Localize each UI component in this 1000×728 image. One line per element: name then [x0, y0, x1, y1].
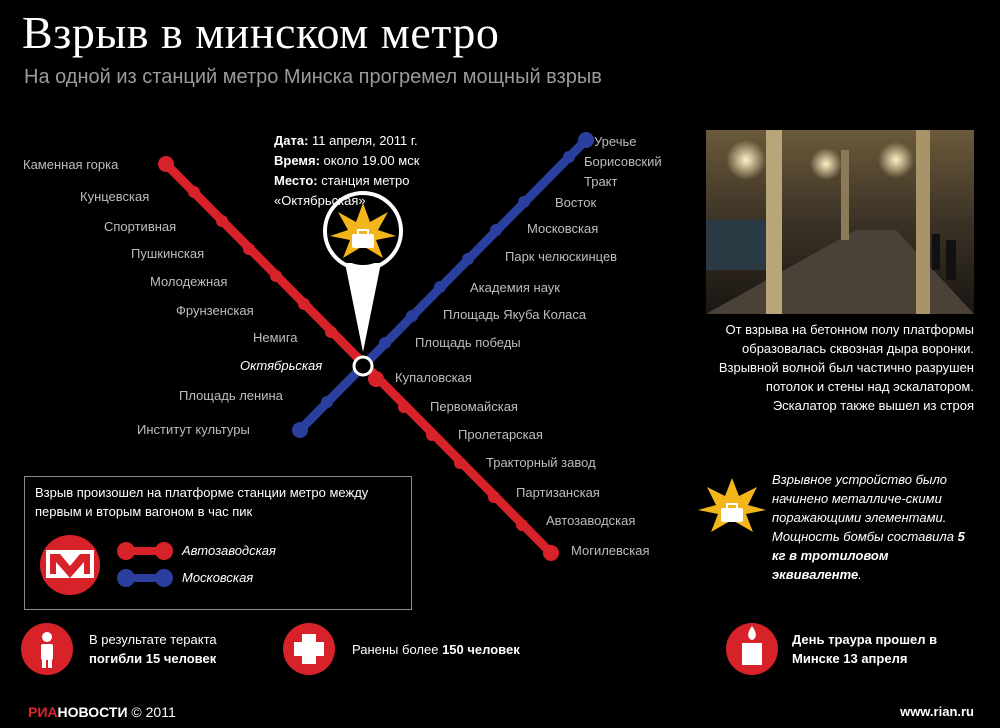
blue-station-dot — [406, 310, 418, 322]
mourning-fact — [792, 630, 937, 668]
red-station-dot — [516, 519, 528, 531]
red-station-label: Каменная горка — [23, 157, 119, 172]
blue-station-dot — [379, 337, 391, 349]
red-station-label: Тракторный завод — [486, 455, 596, 470]
red-station-label: Купаловская — [395, 370, 472, 385]
time-label: Время: — [274, 153, 320, 168]
red-station-dot — [454, 457, 466, 469]
red-station-dot — [243, 243, 255, 255]
blue-station-label: Московская — [527, 221, 599, 236]
legend-blue-label: Московская — [182, 570, 254, 585]
briefcase-icon — [352, 234, 374, 248]
red-station-dot — [398, 401, 410, 413]
explosion-marker — [325, 193, 401, 352]
killed-text-2: погибли 15 человек — [89, 651, 217, 666]
legend-red-label: Автозаводская — [182, 543, 276, 558]
mourning-text-1: День траура прошел в — [792, 632, 938, 647]
red-station-dot — [325, 326, 337, 338]
blue-station-label: Парк челюскинцев — [505, 249, 618, 264]
blue-station-label: Борисовский — [584, 154, 662, 169]
red-station-label: Кунцевская — [80, 189, 150, 204]
blue-station-label: Тракт — [584, 174, 618, 189]
red-station-label: Фрунзенская — [176, 303, 254, 318]
red-station-dot — [270, 270, 282, 282]
blue-station-dot — [321, 396, 333, 408]
interchange-node — [354, 357, 372, 375]
red-station-label: Спортивная — [104, 219, 177, 234]
red-station-dot — [488, 491, 500, 503]
blue-station-label: Площадь победы — [415, 335, 521, 350]
blue-station-dot — [578, 132, 594, 148]
medical-cross-icon — [283, 623, 335, 675]
logo-white: НОВОСТИ — [57, 704, 128, 720]
red-station-dot — [298, 298, 310, 310]
blue-station-label: Институт культуры — [137, 422, 250, 437]
event-info — [274, 131, 419, 211]
blue-station-label: Площадь Якуба Коласа — [443, 307, 587, 322]
bomb-text: Взрывное устройство было начинено металличе-скими поражающими элементами. Мощность бомбы составила — [772, 472, 958, 544]
damage-description: От взрыва на бетонном полу платформы образовалась сквозная дыра воронки. Взрывной волной был частично разрушен потолок и стены над эскалатором. Эскалатор также вышел из строя — [718, 322, 974, 413]
blue-station-label: Площадь ленина — [179, 388, 283, 403]
bomb-info — [700, 470, 976, 584]
red-station-label: Могилевская — [571, 543, 650, 558]
killed-fact — [89, 630, 217, 668]
person-icon — [21, 623, 73, 675]
place-value: станция метро — [317, 173, 410, 188]
blue-station-dot — [292, 422, 308, 438]
blue-station-label: Академия наук — [470, 280, 560, 295]
blue-station-dot — [462, 253, 474, 265]
time-value: около 19.00 мск — [319, 153, 420, 168]
red-station-dot — [543, 545, 559, 561]
injured-fact — [352, 640, 520, 659]
red-station-label: Пролетарская — [458, 427, 543, 442]
blue-station-dot — [490, 224, 502, 236]
injured-text-1: Ранены более — [352, 642, 443, 657]
place-value-2: «Октябрьская» — [274, 193, 366, 208]
place-label: Место: — [274, 173, 318, 188]
red-station-dot — [188, 186, 200, 198]
blue-station-dot — [518, 196, 530, 208]
copyright: © 2011 — [127, 704, 176, 720]
killed-text-1: В результате теракта — [89, 632, 217, 647]
red-station-label: Молодежная — [150, 274, 228, 289]
logo-red: РИА — [28, 704, 58, 720]
blue-station-dot — [563, 151, 575, 163]
red-station-label: Автозаводская — [546, 513, 636, 528]
interchange-label: Октябрьская — [240, 358, 323, 373]
date-value: 11 апреля, 2011 г. — [308, 133, 418, 148]
blue-station-label: Уречье — [594, 134, 637, 149]
bomb-power: 5 кг в тротиловом эквиваленте — [772, 529, 965, 582]
red-station-label: Партизанская — [516, 485, 600, 500]
ria-logo — [28, 704, 176, 720]
red-station-dot — [158, 156, 174, 172]
date-label: Дата: — [274, 133, 309, 148]
page-title: Взрыв в минском метро — [22, 7, 500, 58]
legend-box-text: Взрыв произошел на платформе станции метро между первым и вторым вагоном в час пик — [35, 485, 369, 519]
blue-station-dot — [434, 281, 446, 293]
injured-text-2: 150 человек — [442, 642, 520, 657]
red-station-label: Пушкинская — [131, 246, 205, 261]
station-photo — [706, 130, 974, 314]
blue-station-label: Восток — [555, 195, 597, 210]
mourning-text-2: Минске 13 апреля — [792, 651, 908, 666]
candle-icon — [726, 623, 778, 675]
red-station-label: Немига — [253, 330, 298, 345]
bomb-end: . — [858, 567, 862, 582]
red-station-dot — [216, 215, 228, 227]
footer-url[interactable]: www.rian.ru — [900, 704, 974, 719]
red-station-label: Первомайская — [430, 399, 518, 414]
red-station-dot — [426, 429, 438, 441]
page-subtitle: На одной из станций метро Минска прогремел мощный взрыв — [24, 66, 602, 88]
